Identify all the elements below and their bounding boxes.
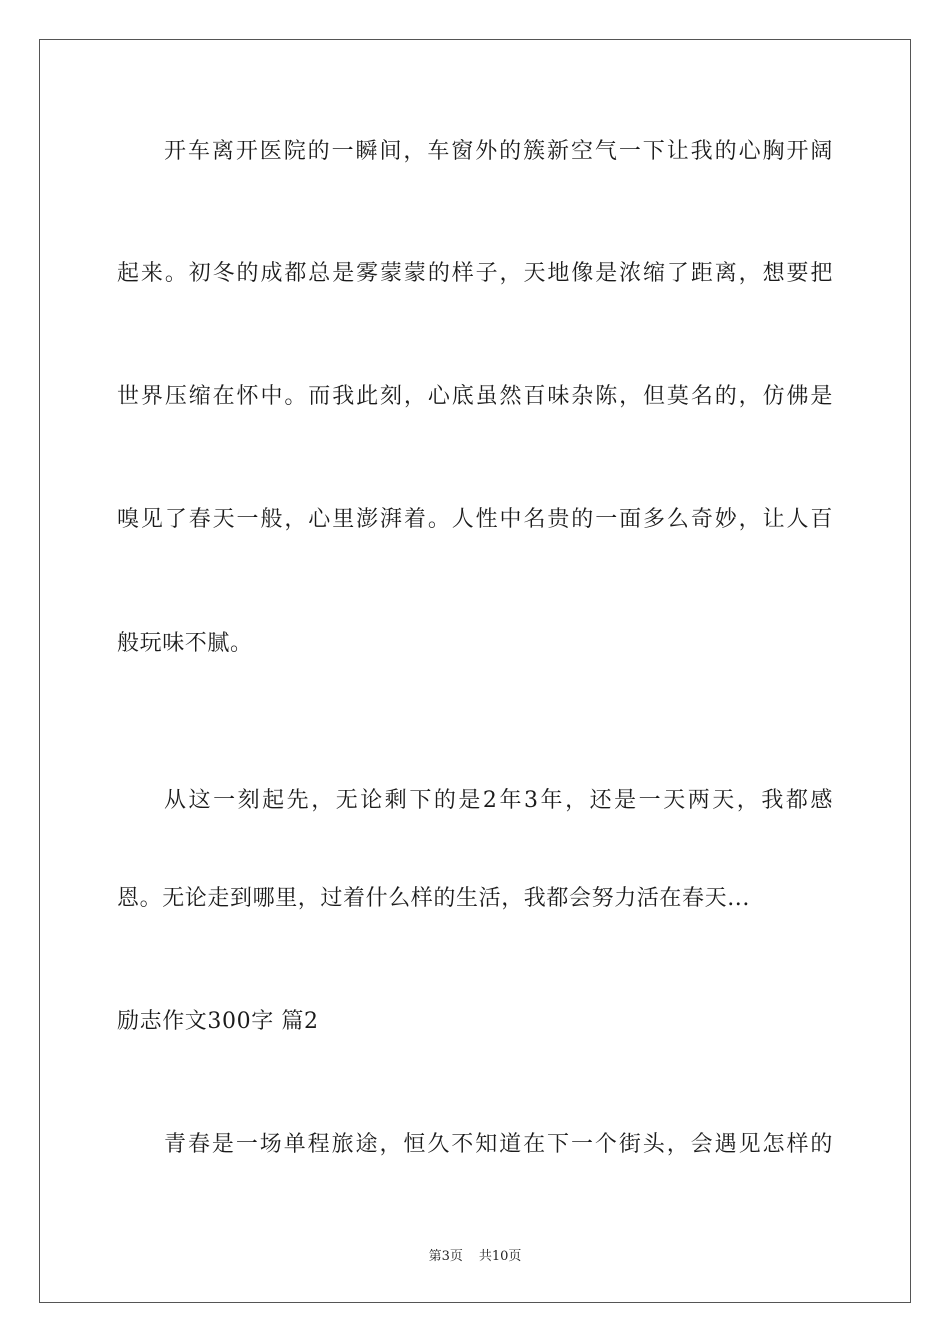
paragraph-line: 起来。初冬的成都总是雾蒙蒙的样子，天地像是浓缩了距离，想要把 [117, 261, 833, 286]
paragraph-line: 世界压缩在怀中。而我此刻，心底虽然百味杂陈，但莫名的，仿佛是 [117, 384, 833, 409]
paragraph-line: 恩。无论走到哪里，过着什么样的生活，我都会努力活在春天... [117, 886, 750, 911]
page-total: 共10页 [478, 1249, 522, 1264]
page-footer [0, 1248, 950, 1266]
paragraph-line: 嗅见了春天一般，心里澎湃着。人性中名贵的一面多么奇妙，让人百 [117, 507, 833, 532]
page-number: 第3页 [428, 1249, 463, 1264]
section-heading: 励志作文300字 篇2 [117, 1009, 319, 1034]
page-border [39, 39, 911, 1303]
paragraph-line: 青春是一场单程旅途，恒久不知道在下一个街头，会遇见怎样的 [164, 1132, 833, 1157]
paragraph-line: 般玩味不腻。 [117, 631, 253, 656]
paragraph-line: 从这一刻起先，无论剩下的是2年3年，还是一天两天，我都感 [164, 788, 833, 813]
paragraph-line: 开车离开医院的一瞬间，车窗外的簇新空气一下让我的心胸开阔 [164, 139, 833, 164]
